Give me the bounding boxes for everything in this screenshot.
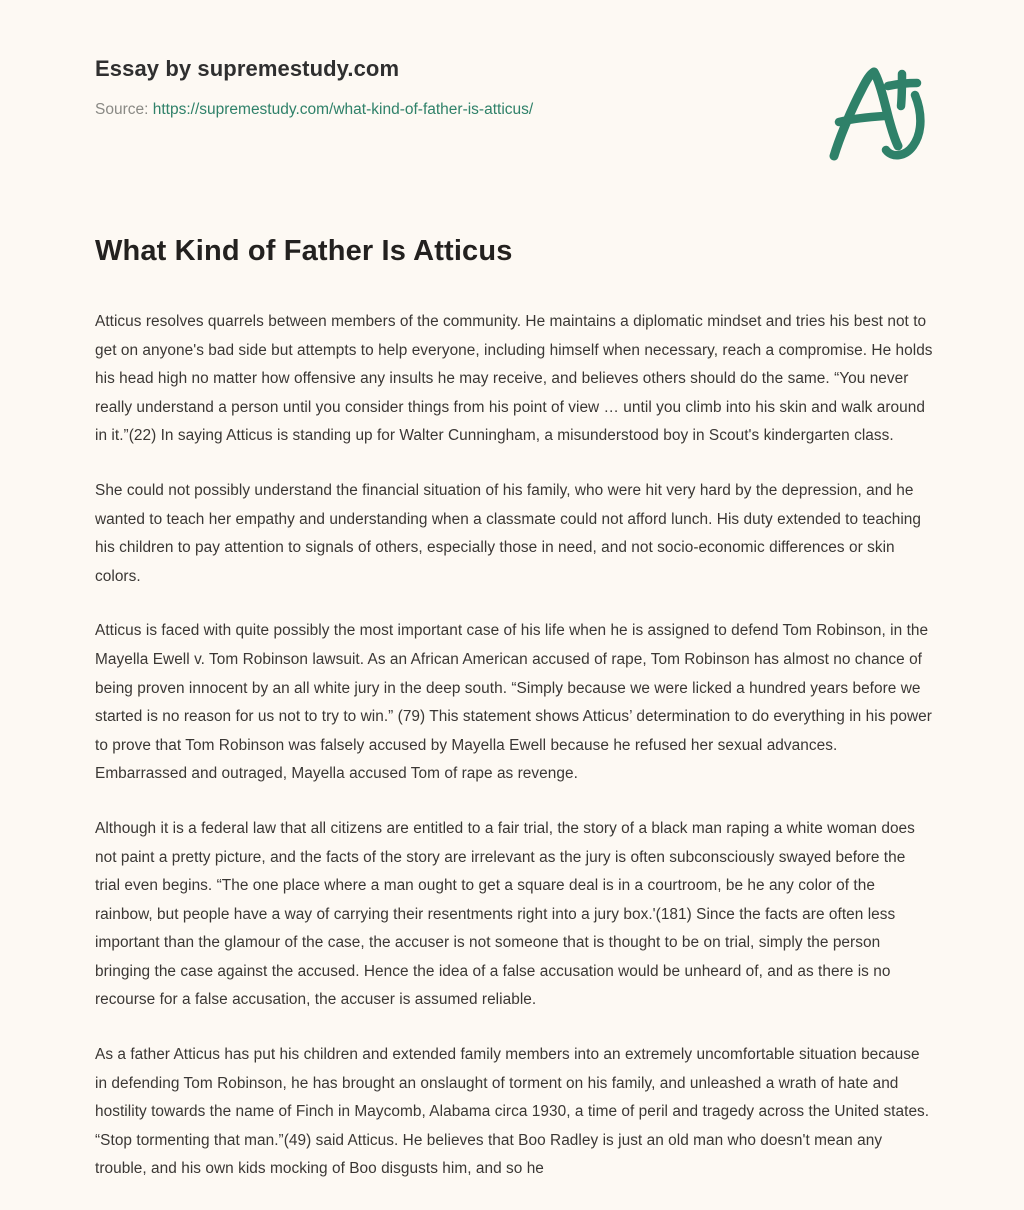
article-paragraph: She could not possibly understand the financial situation of his family, who were hit very hard by the depression, and he wanted to teach her empathy and understanding when a classmate could not afford lunch. His duty extended to teaching his children to pay attention to signals of others, especially those in need, and not socio-economic differences or skin colors. [95, 481, 922, 585]
source-url-link[interactable]: https://supremestudy.com/what-kind-of-father-is-atticus/ [152, 101, 534, 119]
a-plus-logo-icon [812, 58, 938, 174]
source-line [95, 100, 795, 120]
header-text-block [95, 56, 795, 121]
essay-byline: Essay by supremestudy.com [95, 56, 400, 81]
article-paragraph: As a father Atticus has put his children and extended family members into an extremely uncomfortable situation because in defending Tom Robinson, he has brought an onslaught of torment on his family, and unleashed a wrath of hate and hostility towards the name of Finch in Maycomb, Alabama circa 1930, a time of peril and tragedy across the United states. “Stop tormenting that man.”(49) said Atticus. He believes that Boo Radley is just an old man who doesn't mean any trouble, and his own kids mocking of Boo disgusts him, and so he [95, 1046, 930, 1178]
article-paragraph: Atticus is faced with quite possibly the most important case of his life when he is assigned to defend Tom Robinson, in the Mayella Ewell v. Tom Robinson lawsuit. As an African American accused of rape, Tom Robinson has almost no chance of being proven innocent by an all white jury in the deep south. “Simply because we were licked a hundred years before we started is no reason for us not to try to win.” (79) This statement shows Atticus’ determination to do everything in his power to prove that Tom Robinson was falsely accused by Mayella Ewell because he refused her sexual advances. Embarrassed and outraged, Mayella accused Tom of rape as revenge. [95, 622, 932, 783]
page-header [0, 0, 1024, 200]
source-label: Source: [95, 101, 149, 119]
article-paragraph: Atticus resolves quarrels between members of the community. He maintains a diplomatic mindset and tries his best not to get on anyone's bad side but attempts to help everyone, including himself when necessary, reach a compromise. He holds his head high no matter how offensive any insults he may receive, and believes others should do the same. “You never really understand a person until you consider things from his point of view … until you climb into his skin and walk around in it.”(22) In saying Atticus is standing up for Walter Cunningham, a misunderstood boy in Scout's kindergarten class. [95, 313, 933, 445]
brand-logo[interactable] [812, 58, 938, 174]
page-title: What Kind of Father Is Atticus [95, 235, 513, 267]
article-body [95, 308, 933, 1210]
article-paragraph: Although it is a federal law that all citizens are entitled to a fair trial, the story of a black man raping a white woman does not paint a pretty picture, and the facts of the story are irrelevant as the jury is often subconsciously swayed before the trial even begins. “The one place where a man ought to get a square deal is in a courtroom, be he any color of the rainbow, but people have a way of carrying their resentments right into a jury box.'(181) Since the facts are often less important than the glamour of the case, the accuser is not someone that is thought to be on trial, simply the person bringing the case against the accused. Hence the idea of a false accusation would be unheard of, and as there is no recourse for a false accusation, the accuser is assumed reliable. [95, 819, 915, 1009]
